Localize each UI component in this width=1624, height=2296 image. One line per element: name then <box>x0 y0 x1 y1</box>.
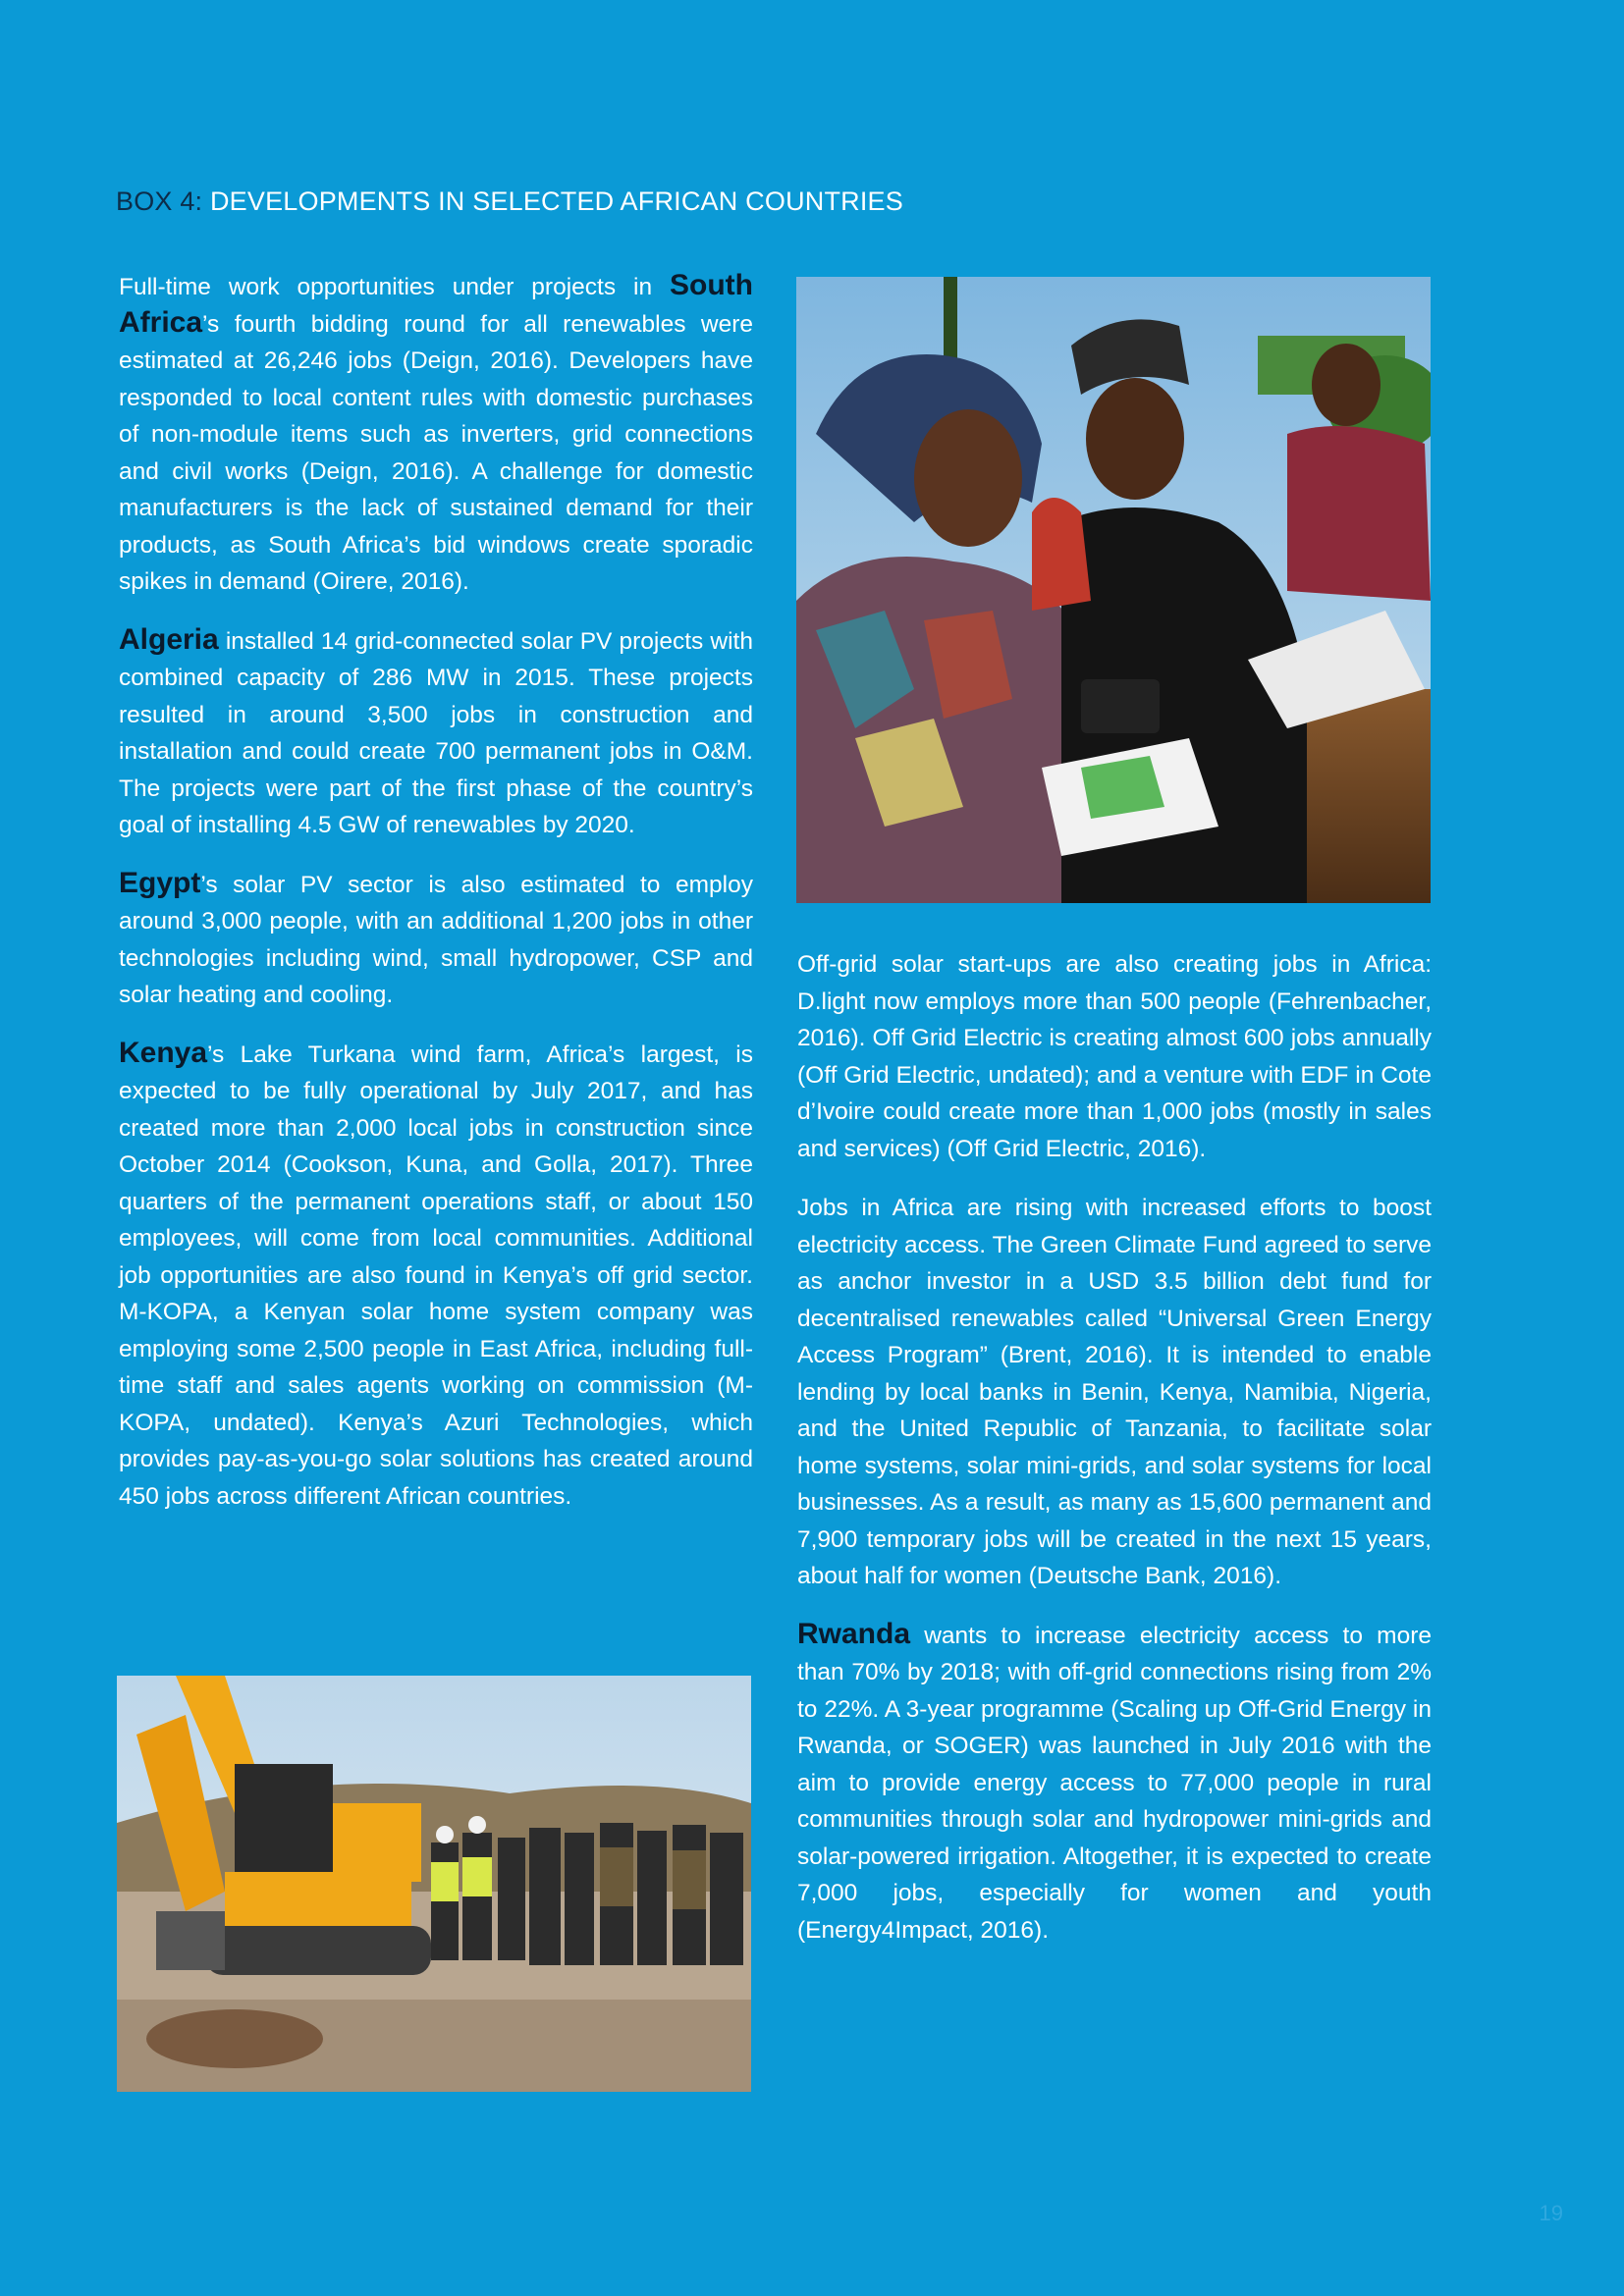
page-number: 19 <box>1539 2201 1563 2225</box>
paragraph-offgrid-startups: Off-grid solar start-ups are also creating jobs in Africa: D.light now employs more than 500 people (Fehrenbacher, 2016). Off Grid Electric is creating almost 600 jobs annually (Off Grid Electric, undated); and a venture with EDF in Cote d’Ivoire could create more than 1,000 jobs (mostly in sales and services) (Off Grid Electric, 2016). <box>797 951 1432 1162</box>
country-name-rwanda: Rwanda <box>797 1617 911 1650</box>
paragraph-text: installed 14 grid-connected solar PV projects with combined capacity of 286 MW in 2015. These projects resulted in around 3,500 jobs in construction and installation and could create 700 permanent jobs in O&M. The projects were part of the first phase of the country’s goal of installing 4.5 GW of renewables by 2020. <box>119 627 753 838</box>
box-heading <box>116 187 903 217</box>
paragraph-text: ’s fourth bidding round for all renewables were estimated at 26,246 jobs (Deign, 2016). Developers have responded to local content rules with domestic purchases of non-module items such as inverters, grid connections and civil works (Deign, 2016). A challenge for domestic manufacturers is the lack of sustained demand for their products, as South Africa’s bid windows create sporadic spikes in demand (Oirere, 2016). <box>119 310 753 595</box>
country-name-algeria: Algeria <box>119 622 219 656</box>
paragraph-lead-text: Full-time work opportunities under projects in <box>119 274 671 300</box>
paragraph-rwanda <box>797 1618 1432 1949</box>
country-name-kenya: Kenya <box>119 1036 208 1069</box>
right-column <box>797 946 1432 1971</box>
country-name-south-africa: South Africa <box>119 269 753 339</box>
excavator-photo-illustration <box>117 1676 751 2092</box>
paragraph-jobs-in-africa: Jobs in Africa are rising with increased efforts to boost electricity access. The Green Climate Fund agreed to serve as anchor investor in a USD 3.5 billion debt fund for decentralised renewables called “Universal Green Energy Access Program” (Brent, 2016). It is intended to enable lending by local banks in Benin, Kenya, Namibia, Nigeria, and the United Republic of Tanzania, to facilitate solar home systems, solar mini-grids, and solar systems for local businesses. As a result, as many as 15,600 permanent and 7,900 temporary jobs will be created in the next 15 years, about half for women (Deutsche Bank, 2016). <box>797 1195 1432 1589</box>
market-women-photo <box>796 277 1431 903</box>
country-name-egypt: Egypt <box>119 866 201 899</box>
excavator-site-photo <box>117 1676 751 2092</box>
paragraph-text: ’s Lake Turkana wind farm, Africa’s largest, is expected to be fully operational by July 2017, and has created more than 2,000 local jobs in construction since October 2014 (Cookson, Kuna, and Golla, 2017). Three quarters of the permanent operations staff, or about 150 employees, will come from local communities. Additional job opportunities are also found in Kenya’s off grid sector. M-KOPA, a Kenyan solar home system company was employing some 2,500 people in East Africa, including full-time staff and sales agents working on commission (M-KOPA, undated). Kenya’s Azuri Technologies, which provides pay-as-you-go solar solutions has created around 450 jobs across different African countries. <box>119 1041 753 1510</box>
paragraph-egypt <box>119 867 753 1014</box>
paragraph-algeria <box>119 623 753 844</box>
box-label: BOX 4: <box>116 187 203 216</box>
left-column <box>119 269 753 1537</box>
paragraph-text: wants to increase electricity access to more than 70% by 2018; with off-grid connections rising from 2% to 22%. A 3-year programme (Scaling up Off-Grid Energy in Rwanda, or SOGER) was launched in July 2016 with the aim to provide energy access to 77,000 people in rural communities through solar and hydropower mini-grids and solar-powered irrigation. Altogether, it is expected to create 7,000 jobs, especially for women and youth (Energy4Impact, 2016). <box>797 1622 1432 1944</box>
paragraph-text: ’s solar PV sector is also estimated to employ around 3,000 people, with an additional 1,200 jobs in other technologies including wind, small hydropower, CSP and solar heating and cooling. <box>119 871 753 1008</box>
paragraph-kenya <box>119 1037 753 1516</box>
paragraph-south-africa <box>119 269 753 601</box>
market-photo-illustration <box>796 277 1431 903</box>
box-title: DEVELOPMENTS IN SELECTED AFRICAN COUNTRIES <box>209 187 903 216</box>
